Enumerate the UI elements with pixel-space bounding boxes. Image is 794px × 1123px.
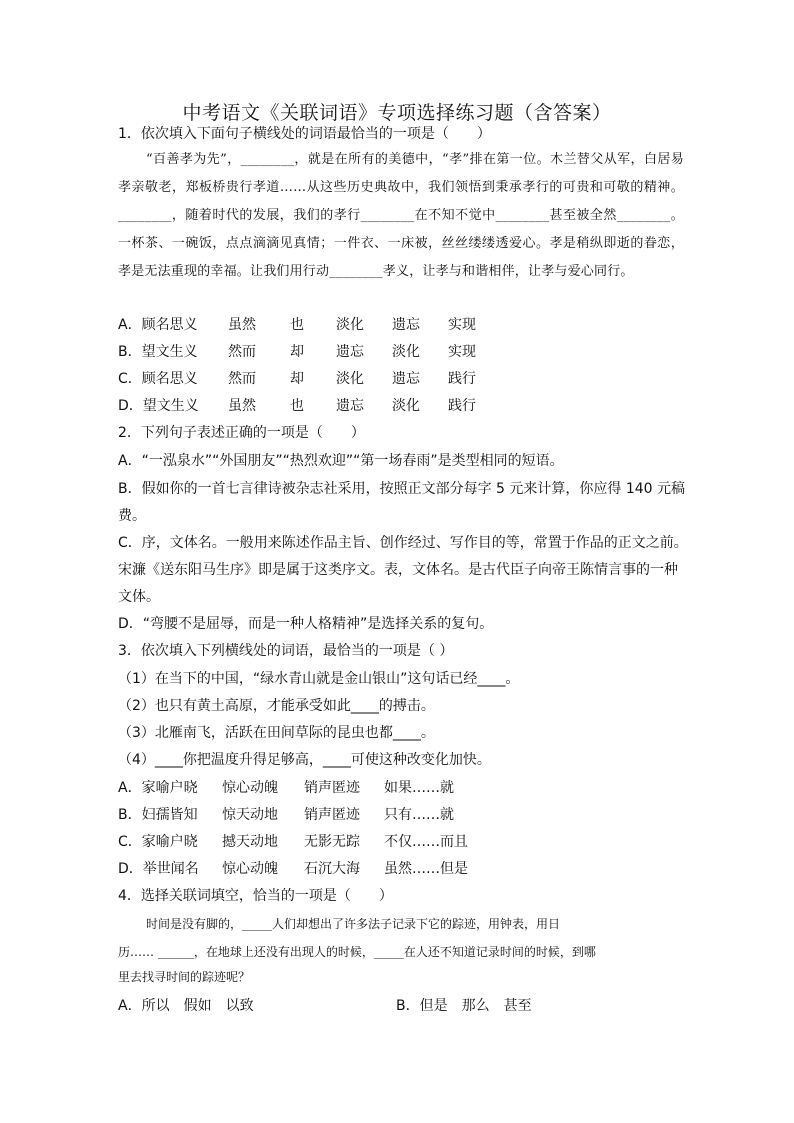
option-cell: 然而 (228, 371, 256, 387)
option-cell: 遗忘 (336, 398, 364, 414)
option-cell: A．家喻户晓 (118, 780, 198, 796)
option-cell: 践行 (448, 371, 476, 387)
q1-option-c (118, 369, 476, 389)
q1-passage-text: “百善孝为先”，________，就是在所有的美德中，“孝”排在第一位。木兰替父从军，白居易孝亲敬老，郑板桥贵行孝道……从这些历史典故中，我们领悟到秉承孝行的可贵和可敬的精神。________，随着时代的发展，我们的孝行________在不知不觉中________甚至被全然________。一杯茶、一碗饭，点点滴滴见真情；一件衣、一床被，丝丝缕缕透爱心。孝是稍纵即逝的眷恋，孝是无法重现的幸福。让我们用行动________孝义，让孝与和谐相伴，让孝与爱心同行。 (118, 152, 684, 279)
option-cell: 惊心动魄 (222, 861, 278, 877)
option-cell: 石沉大海 (304, 861, 360, 877)
option-cell: B．望文生义 (118, 344, 198, 360)
option-cell: 实现 (448, 344, 476, 360)
q4-passage-line1 (118, 910, 684, 938)
q3-option-b (118, 805, 454, 825)
option-cell: C．家喻户晓 (118, 834, 198, 850)
option-cell: 却 (290, 344, 304, 360)
option-cell: 也 (290, 317, 304, 333)
option-cell: 淡化 (392, 344, 420, 360)
option-cell: 遗忘 (336, 344, 364, 360)
q2-option-c-line1: C．序，文体名。一般用来陈述作品主旨、创作经过、写作目的等，常置于作品的正文之前。 (118, 535, 688, 551)
q3-stem: 3．依次填入下列横线处的词语，最恰当的一项是（ ） (118, 643, 454, 659)
q3-sentence-4: （4）____你把温度升得足够高，____可使这种改变化加快。 (118, 752, 491, 768)
q3-sentence-3: （3）北雁南飞，活跃在田间草际的昆虫也都____。 (118, 725, 435, 741)
option-cell: 遗忘 (392, 317, 420, 333)
q2-option-b-line2: 费。 (118, 508, 146, 524)
page-title: 中考语文《关联词语》专项选择练习题（含答案） (182, 102, 612, 124)
option-cell: 也 (290, 398, 304, 414)
q2-option-d: D．“弯腰不是屈辱，而是一种人格精神”是选择关系的复句。 (118, 616, 494, 632)
option-cell: 虽然 (228, 398, 256, 414)
option-cell: 践行 (448, 398, 476, 414)
option-cell: 实现 (448, 317, 476, 333)
option-cell: 只有……就 (384, 807, 454, 823)
q3-option-d (118, 859, 468, 879)
q3-option-c (118, 832, 468, 852)
q4-passage-line2: 历…… ______，在地球上还没有出现人的时候，_____在人还不知道记录时间的时候，到哪 (118, 945, 596, 959)
q3-option-a (118, 778, 454, 798)
option-cell: 销声匿迹 (304, 780, 360, 796)
option-cell: 虽然 (228, 317, 256, 333)
q4-passage-line3: 里去找寻时间的踪迹呢？ (118, 970, 251, 984)
option-cell: 却 (290, 371, 304, 387)
q1-stem: 1．依次填入下面句子横线处的词语最恰当的一项是（ ） (118, 126, 491, 142)
q1-option-d (118, 396, 476, 416)
q2-option-c-line2: 宋濂《送东阳马生序》即是属于这类序文。表，文体名。是古代臣子向帝王陈情言事的一种 (118, 562, 678, 578)
option-cell: 无影无踪 (304, 834, 360, 850)
option-cell: 销声匿迹 (304, 807, 360, 823)
option-cell: 淡化 (336, 317, 364, 333)
option-cell: 不仅……而且 (384, 834, 468, 850)
q2-option-c-line3: 文体。 (118, 589, 160, 605)
option-cell: D．举世闻名 (118, 861, 199, 877)
option-cell: D．望文生义 (118, 398, 199, 414)
option-cell: 淡化 (392, 398, 420, 414)
option-cell: 遗忘 (392, 371, 420, 387)
option-cell: 惊天动地 (222, 807, 278, 823)
q4-option-b: B．但是 那么 甚至 (396, 998, 532, 1014)
option-cell: 惊心动魄 (222, 780, 278, 796)
q4-stem: 4．选择关联词填空，恰当的一项是（ ） (118, 888, 393, 904)
option-cell: 撼天动地 (222, 834, 278, 850)
option-cell: A．顾名思义 (118, 317, 198, 333)
q2-stem: 2．下列句子表述正确的一项是（ ） (118, 425, 365, 441)
option-cell: B．妇孺皆知 (118, 807, 198, 823)
q3-sentence-2: （2）也只有黄土高原，才能承受如此____的搏击。 (118, 698, 435, 714)
option-cell: C．顾名思义 (118, 371, 198, 387)
option-cell: 虽然……但是 (384, 861, 468, 877)
option-cell: 如果……就 (384, 780, 454, 796)
q2-option-a: A．“一泓泉水”“外国朋友”“热烈欢迎”“第一场春雨”是类型相同的短语。 (118, 453, 564, 469)
q4-option-a: A．所以 假如 以致 (118, 998, 254, 1014)
q2-option-b-line1: B．假如你的一首七言律诗被杂志社采用，按照正文部分每字 5 元来计算，你应得 140 元稿 (118, 481, 686, 497)
q3-sentence-1: （1）在当下的中国，“绿水青山就是金山银山”这句话已经____。 (118, 671, 520, 687)
option-cell: 然而 (228, 344, 256, 360)
q1-option-a (118, 315, 476, 335)
q1-option-b (118, 342, 476, 362)
option-cell: 淡化 (336, 371, 364, 387)
q4-passage-text-1: 时间是没有脚的，_____人们却想出了许多法子记录下它的踪迹，用钟表，用日 (146, 917, 561, 931)
q1-passage (118, 146, 684, 286)
